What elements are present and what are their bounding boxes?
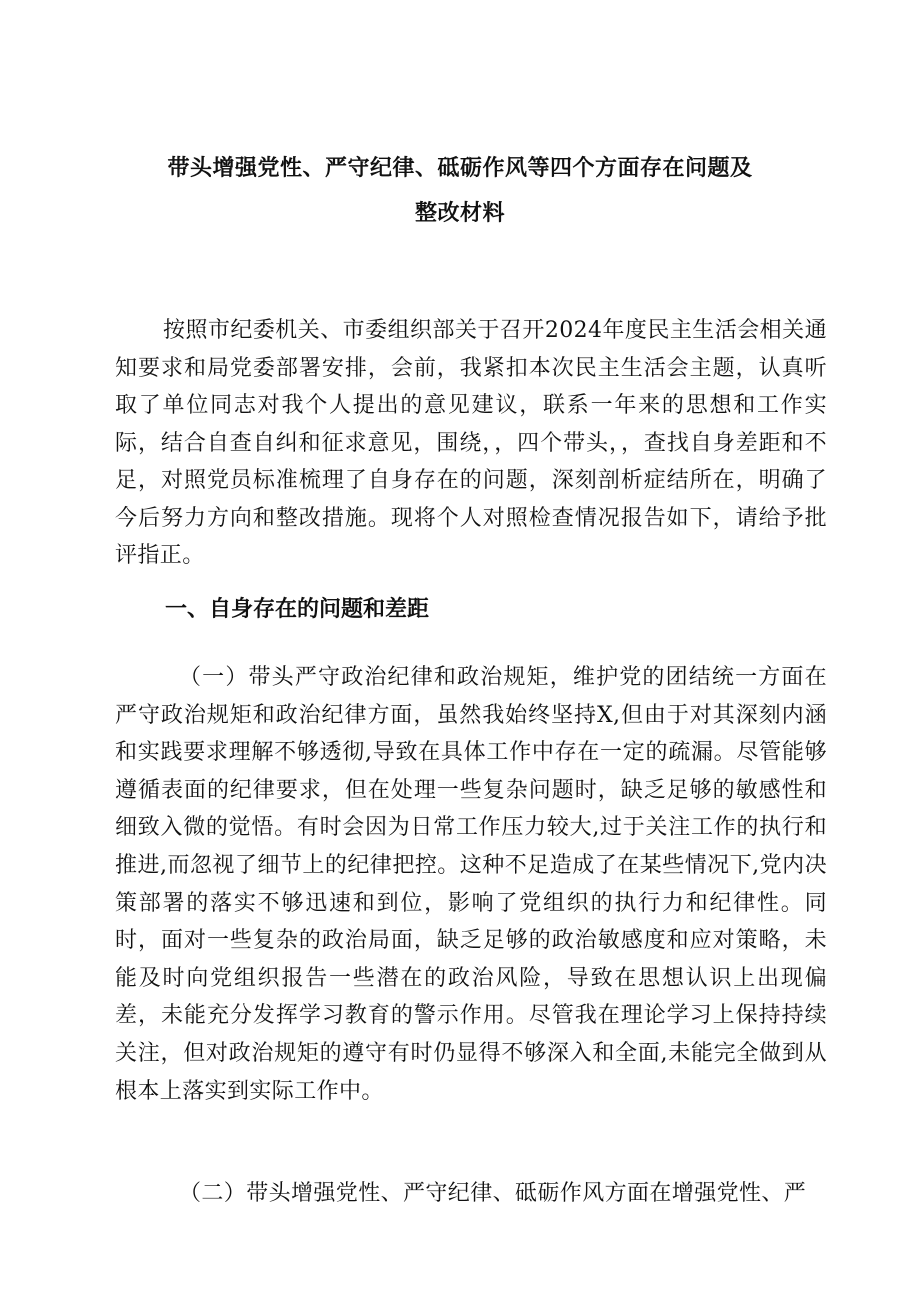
intro-paragraph: 按照市纪委机关、市委组织部关于召开2024年度民主生活会相关通知要求和局党委部署安排，会前，我紧扣本次民主生活会主题，认真听取了单位同志对我个人提出的意见建议，联系一年来的思想和工作实际，结合自查自纠和征求意见，围绕，，四个带头，，查找自身差距和不足，对照党员标准梳理了自身存在的问题，深刻剖析症结所在，明确了今后努力方向和整改措施。现将个人对照检查情况报告如下，请给予批评指正。 (115, 318, 827, 568)
subsection-2-paragraph: （二）带头增强党性、严守纪律、砥砺作风方面在增强党性、严 (179, 1181, 807, 1206)
document-title-line-2: 整改材料 (414, 201, 505, 226)
section-heading: 一、自身存在的问题和差距 (165, 597, 430, 622)
subsection-1-paragraph: （一）带头严守政治纪律和政治规矩，维护党的团结统一方面在严守政治规矩和政治纪律方面，虽然我始终坚持X,但由于对其深刻内涵和实践要求理解不够透彻,导致在具体工作中存在一定的疏漏。尽管能够遵循表面的纪律要求，但在处理一些复杂问题时，缺乏足够的敏感性和细致入微的觉悟。有时会因为日常工作压力较大,过于关注工作的执行和推进,而忽视了细节上的纪律把控。这种不足造成了在某些情况下,党内决策部署的落实不够迅速和到位，影响了党组织的执行力和纪律性。同时，面对一些复杂的政治局面，缺乏足够的政治敏感度和应对策略，未能及时向党组织报告一些潜在的政治风险，导致在思想认识上出现偏差，未能充分发挥学习教育的警示作用。尽管我在理论学习上保持持续关注，但对政治规矩的遵守有时仍显得不够深入和全面,未能完全做到从根本上落实到实际工作中。 (115, 665, 827, 1104)
document-title-line-1: 带头增强党性、严守纪律、砥砺作风等四个方面存在问题及 (167, 156, 753, 181)
